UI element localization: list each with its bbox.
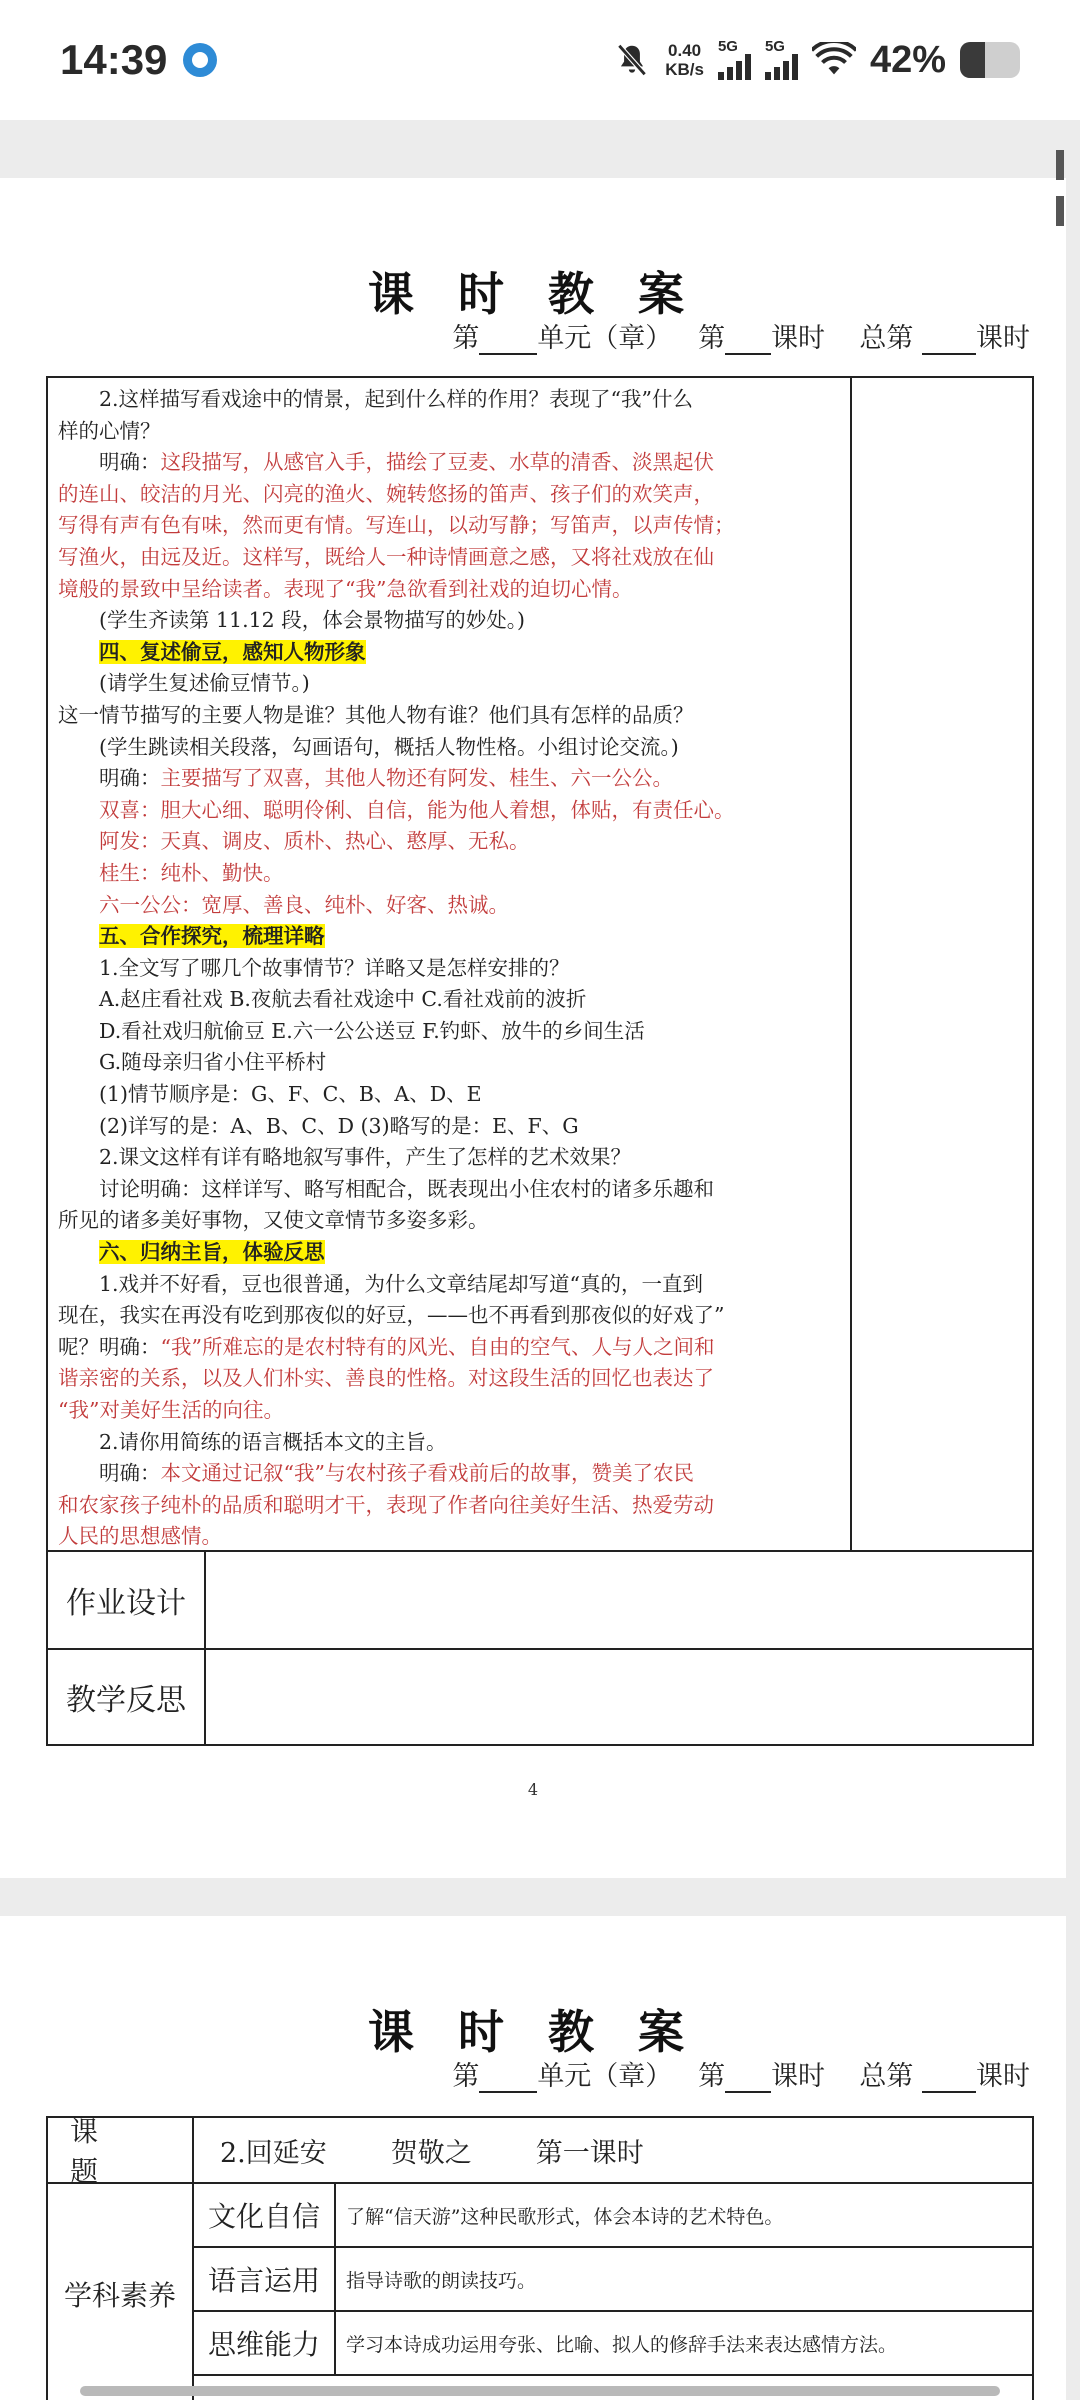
lesson-header: 第 单元（章） 第 课时 总第 课时 [452, 323, 1030, 354]
reflection-row [48, 1648, 1032, 1744]
content-line [58, 1300, 840, 1332]
topic-label: 课 题 [48, 2118, 194, 2182]
content-line [58, 732, 840, 764]
mute-bell-icon [613, 41, 651, 79]
content-line [58, 479, 840, 511]
horizontal-scrollbar[interactable] [80, 2386, 1000, 2396]
content-line [58, 605, 840, 637]
content-line-text: 写渔火，由远及近。这样写，既给人一种诗情画意之感，又将社戏放在仙 [58, 544, 714, 569]
content-line [58, 1047, 840, 1079]
content-line-text: 和农家孩子纯朴的品质和聪明才干，表现了作者向往美好生活、热爱劳动 [58, 1492, 714, 1517]
content-line [58, 795, 840, 827]
battery-icon [960, 42, 1020, 78]
homework-label: 作业设计 [48, 1552, 206, 1648]
topic-period: 第一课时 [535, 2137, 644, 2169]
homework-row [48, 1552, 1032, 1648]
content-line [58, 416, 840, 448]
content-line [58, 858, 840, 890]
content-line [58, 1521, 840, 1550]
content-line [58, 763, 840, 795]
content-line-text: 1.全文写了哪几个故事情节？详略又是怎样安排的？ [99, 955, 570, 980]
literacy-value: 了解“信天游”这种民歌形式，体会本诗的艺术特色。 [346, 2205, 784, 2228]
content-line-text: 2.这样描写看戏途中的情景，起到什么样的作用？表现了“我”什么 [99, 387, 694, 411]
content-line [58, 447, 840, 479]
content-line-text: 这一情节描写的主要人物是谁？其他人物有谁？他们具有怎样的品质？ [58, 702, 694, 727]
content-line-text: 境般的景致中呈给读者。表现了“我”急欲看到社戏的迫切心情。 [58, 576, 633, 601]
wifi-icon [812, 42, 856, 78]
content-line [58, 700, 840, 732]
content-line-lead: 明确： [99, 1461, 161, 1486]
content-line-lead: 明确： [99, 450, 161, 475]
page-title: 课 时 教 案 [367, 2005, 699, 2059]
content-line [58, 1490, 840, 1522]
literacy-key: 思维能力 [194, 2312, 336, 2374]
content-line [58, 542, 840, 574]
document-page-2[interactable] [0, 1916, 1066, 2400]
content-line [58, 921, 840, 953]
homework-content [206, 1552, 1032, 1648]
content-line-text: 阿发：天真、调皮、质朴、热心、憨厚、无私。 [99, 829, 530, 854]
content-line-text: 本文通过记叙“我”与农村孩子看戏前后的故事，赞美了农民 [160, 1461, 694, 1486]
content-line-text: 桂生：纯朴、勤快。 [99, 860, 284, 885]
content-line [58, 574, 840, 606]
literacy-section [48, 2184, 1032, 2400]
literacy-label: 学科素养 [48, 2184, 194, 2400]
battery-percent: 42% [869, 38, 946, 81]
content-line [58, 1458, 840, 1490]
status-time: 14:39 [60, 36, 168, 83]
content-line [58, 384, 840, 416]
topic-value [194, 2118, 1032, 2182]
signal-icon: 5G [718, 40, 751, 80]
content-line [58, 1427, 840, 1459]
literacy-value: 指导诗歌的朗读技巧。 [346, 2269, 537, 2292]
literacy-row [194, 2184, 1032, 2248]
status-bar [0, 0, 1080, 120]
lesson-table [46, 376, 1034, 1746]
literacy-key: 语言运用 [194, 2248, 336, 2310]
content-line [58, 668, 840, 700]
content-line-text: (2)详写的是：A、B、C、D (3)略写的是：E、F、G [99, 1113, 579, 1138]
topic-title: 2.回延安 [220, 2137, 327, 2169]
content-line-text: 双喜：胆大心细、聪明伶俐、自信，能为他人着想，体贴，有责任心。 [99, 797, 735, 822]
topic-row [48, 2115, 1032, 2188]
lesson-content [48, 378, 852, 1550]
content-line [58, 826, 840, 858]
lesson-info-table [46, 2116, 1034, 2400]
literacy-row [194, 2312, 1032, 2376]
content-line-text: “我”对美好生活的向往。 [58, 1398, 284, 1422]
page-number: 4 [527, 1780, 539, 1799]
content-line [58, 1205, 840, 1237]
reflection-content [206, 1650, 1032, 1744]
topic-author: 贺敬之 [390, 2137, 472, 2169]
content-line [58, 1142, 840, 1174]
content-line-text: 2.课文这样有详有略地叙写事件，产生了怎样的艺术效果？ [99, 1145, 632, 1170]
content-line-text: A.赵庄看社戏 B.夜航去看社戏途中 C.看社戏前的波折 [99, 987, 587, 1012]
content-line-text: 2.请你用简练的语言概括本文的主旨。 [99, 1429, 447, 1454]
scroll-indicator[interactable] [1056, 150, 1064, 180]
content-line-lead: 明确： [99, 766, 161, 791]
document-page-1[interactable] [0, 178, 1066, 1878]
content-line-text: 谐亲密的关系，以及人们朴实、善良的性格。对这段生活的回忆也表达了 [58, 1366, 714, 1391]
literacy-key: 文化自信 [194, 2184, 336, 2246]
content-line-text: 的连山、皎洁的月光、闪亮的渔火、婉转悠扬的笛声、孩子们的欢笑声， [58, 481, 714, 506]
content-line-text: (学生齐读第 11.12 段，体会景物描写的妙处。) [99, 608, 525, 633]
page-title: 课 时 教 案 [367, 267, 699, 321]
content-line [58, 1237, 840, 1269]
content-line [58, 984, 840, 1016]
content-line-text: 讨论明确：这样详写、略写相配合，既表现出小住农村的诸多乐趣和 [99, 1176, 714, 1201]
app-notification-icon [183, 43, 217, 77]
lesson-header: 第 单元（章） 第 课时 总第 课时 [452, 2061, 1030, 2092]
content-line-text: 人民的思想感情。 [58, 1524, 222, 1549]
literacy-row [194, 2248, 1032, 2312]
content-line-text: D.看社戏归航偷豆 E.六一公公送豆 F.钓虾、放牛的乡间生活 [99, 1018, 645, 1043]
content-line [58, 1363, 840, 1395]
signal-icon: 5G [765, 40, 798, 80]
content-line [58, 1269, 840, 1301]
literacy-value: 学习本诗成功运用夸张、比喻、拟人的修辞手法来表达感情方法。 [346, 2333, 898, 2356]
content-line [58, 1111, 840, 1143]
content-line [58, 953, 840, 985]
content-line-lead: 呢？明确： [58, 1334, 161, 1359]
content-line [58, 1395, 840, 1427]
scroll-indicator[interactable] [1056, 196, 1064, 226]
content-line [58, 637, 840, 669]
content-line-text: (1)情节顺序是：G、F、C、B、A、D、E [99, 1082, 482, 1107]
content-line [58, 1332, 840, 1364]
status-icons [613, 39, 1020, 82]
content-line-text: (请学生复述偷豆情节。) [99, 671, 310, 696]
content-line-text: 所见的诸多美好事物，又使文章情节多姿多彩。 [58, 1208, 489, 1233]
content-line-text: 四、复述偷豆，感知人物形象 [99, 639, 366, 664]
net-speed: 0.40 KB/s [665, 41, 704, 79]
content-line-text: 写得有声有色有味，然而更有情。写连山，以动写静；写笛声，以声传情； [58, 513, 735, 538]
content-line [58, 1016, 840, 1048]
side-notes-cell [852, 378, 1032, 1550]
reflection-label: 教学反思 [48, 1650, 206, 1744]
content-line [58, 890, 840, 922]
content-line-text: 1.戏并不好看，豆也很普通，为什么文章结尾却写道“真的，一直到 [99, 1271, 704, 1296]
content-line-text: G.随母亲归省小住平桥村 [99, 1050, 327, 1075]
content-line-text: 这段描写，从感官入手，描绘了豆麦、水草的清香、淡黑起伏 [160, 450, 714, 475]
content-line-text: 五、合作探究，梳理详略 [99, 924, 325, 949]
content-line [58, 510, 840, 542]
content-line-text: “我”所难忘的是农村特有的风光、自由的空气、人与人之间和 [160, 1334, 715, 1359]
content-line [58, 1174, 840, 1206]
content-line-text: 六一公公：宽厚、善良、纯朴、好客、热诚。 [99, 892, 509, 917]
content-line-text: 主要描写了双喜，其他人物还有阿发、桂生、六一公公。 [160, 766, 673, 791]
content-line [58, 1079, 840, 1111]
content-line-text: 六、归纳主旨，体验反思 [99, 1240, 325, 1265]
content-line-text: 样的心情？ [58, 418, 161, 443]
content-line-text: (学生跳读相关段落，勾画语句，概括人物性格。小组讨论交流。) [99, 734, 679, 759]
content-line-text: 现在，我实在再没有吃到那夜似的好豆，——也不再看到那夜似的好戏了” [58, 1303, 725, 1328]
